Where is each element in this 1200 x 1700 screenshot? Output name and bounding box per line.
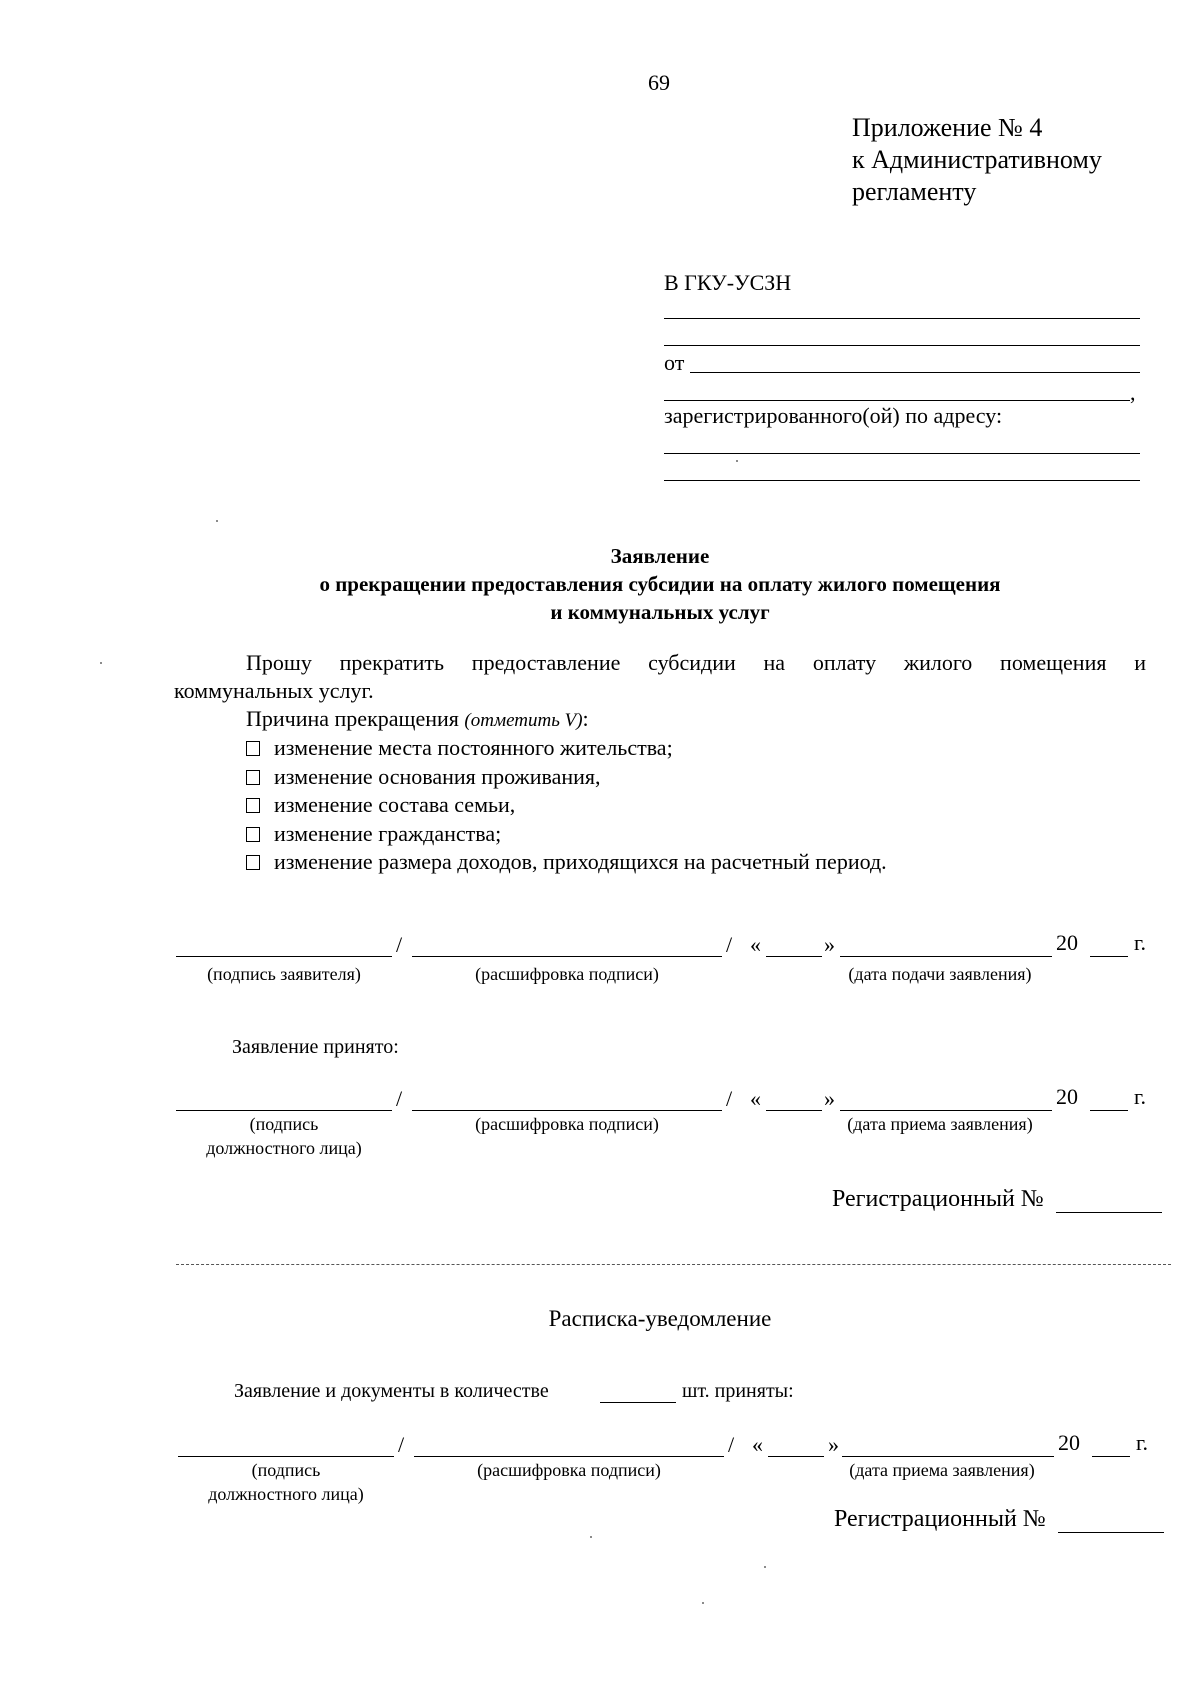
year-prefix: 20 [1056, 930, 1078, 955]
addressee-line-1[interactable] [664, 318, 1140, 319]
address-line-2[interactable] [664, 480, 1140, 481]
label-decode: (расшифровка подписи) [475, 964, 659, 984]
accepted-label: Заявление принято: [232, 1036, 399, 1058]
label-decode: (расшифровка подписи) [477, 1460, 661, 1480]
slash: / [398, 1432, 405, 1457]
slash: / [726, 932, 733, 957]
docs-suffix: шт. приняты: [682, 1380, 794, 1402]
checkbox[interactable] [246, 827, 260, 842]
reason-text: изменение состава семьи, [274, 792, 516, 817]
title-line-1: Заявление [610, 544, 710, 568]
reason-text: изменение места постоянного жительства; [274, 735, 673, 760]
address-line-1[interactable] [664, 453, 1140, 454]
reason-item[interactable] [246, 820, 887, 849]
day-line[interactable] [768, 1456, 824, 1457]
reason-label: Причина прекращения [246, 706, 459, 731]
label-submit-date: (дата подачи заявления) [848, 964, 1032, 984]
applicant-signature-line[interactable] [176, 956, 392, 957]
label-official-signature [178, 1458, 394, 1506]
label-decode: (расшифровка подписи) [475, 1114, 659, 1134]
scan-speck [764, 1566, 766, 1568]
checkbox[interactable] [246, 855, 260, 870]
year-prefix: 20 [1058, 1430, 1080, 1455]
appendix-line-2: к Административному [852, 145, 1102, 174]
addressee-comma: , [1130, 380, 1136, 405]
label-sign-line-2: должностного лица) [206, 1138, 362, 1158]
label-official-signature [176, 1112, 392, 1160]
label-applicant-signature: (подпись заявителя) [207, 964, 361, 984]
request-para-line-2: коммунальных услуг. [174, 678, 374, 703]
month-line[interactable] [842, 1456, 1054, 1457]
appendix-line-1: Приложение № 4 [852, 113, 1043, 142]
label-sign-line-1: (подпись [249, 1114, 319, 1134]
year-line[interactable] [1090, 1110, 1128, 1111]
reason-item[interactable] [246, 791, 887, 820]
year-line[interactable] [1092, 1456, 1130, 1457]
scan-speck [736, 460, 738, 462]
reason-text: изменение гражданства; [274, 820, 502, 846]
reason-item[interactable] [246, 763, 887, 792]
receipt-title: Расписка-уведомление [548, 1306, 772, 1331]
official-name-line[interactable] [412, 1110, 722, 1111]
reason-text: изменение основания проживания, [274, 763, 601, 789]
appendix-line-3: регламенту [852, 177, 977, 206]
docs-count-line[interactable] [600, 1402, 676, 1403]
scan-speck [590, 1536, 592, 1538]
official-signature-line[interactable] [178, 1456, 394, 1457]
reason-text: изменение размера доходов, приходящихся на расчетный период. [274, 849, 887, 874]
request-para-line-1: Прошу прекратить предоставление субсидии на оплату жилого помещения и [246, 650, 1146, 675]
appendix-header [852, 112, 1102, 208]
month-line[interactable] [840, 1110, 1052, 1111]
quote-close: » [824, 1086, 835, 1111]
from-prefix: от [664, 350, 685, 375]
year-line[interactable] [1090, 956, 1128, 957]
reason-hint: (отметить V) [464, 710, 583, 731]
label-sign-line-1: (подпись [251, 1460, 321, 1480]
checkbox[interactable] [246, 770, 260, 785]
quote-open: « [752, 1432, 763, 1457]
year-suffix: г. [1136, 1430, 1149, 1455]
reg-number-label: Регистрационный № [834, 1506, 1046, 1532]
page-number: 69 [648, 70, 670, 95]
reg-number-label: Регистрационный № [832, 1186, 1044, 1212]
reg-number-line[interactable] [1056, 1212, 1162, 1213]
title-line-2: о прекращении предоставления субсидии на оплату жилого помещения [319, 572, 1001, 596]
from-name-line[interactable] [690, 372, 1140, 373]
title-line-3: и коммунальных услуг [550, 600, 770, 624]
reason-item[interactable] [246, 734, 887, 763]
slash: / [728, 1432, 735, 1457]
quote-close: » [828, 1432, 839, 1457]
quote-open: « [750, 1086, 761, 1111]
scan-speck [702, 1602, 704, 1604]
registered-label: зарегистрированного(ой) по адресу: [664, 403, 1003, 428]
slash: / [396, 1086, 403, 1111]
label-sign-line-2: должностного лица) [208, 1484, 364, 1504]
checkbox[interactable] [246, 741, 260, 756]
month-line[interactable] [840, 956, 1052, 957]
addressee-line-2[interactable] [664, 345, 1140, 346]
year-suffix: г. [1134, 1084, 1147, 1109]
document-title [160, 542, 1160, 626]
year-prefix: 20 [1056, 1084, 1078, 1109]
day-line[interactable] [766, 1110, 822, 1111]
official-signature-line[interactable] [176, 1110, 392, 1111]
scan-speck [100, 662, 102, 664]
label-accept-date: (дата приема заявления) [849, 1460, 1035, 1480]
reason-list [246, 734, 887, 877]
reason-heading [246, 706, 589, 732]
official-name-line[interactable] [414, 1456, 724, 1457]
quote-close: » [824, 932, 835, 957]
docs-prefix: Заявление и документы в количестве [234, 1380, 549, 1402]
from-name-line-2[interactable] [664, 400, 1130, 401]
cut-line [176, 1264, 1171, 1265]
slash: / [396, 932, 403, 957]
scan-speck [216, 520, 218, 522]
day-line[interactable] [766, 956, 822, 957]
addressee-to: В ГКУ-УСЗН [664, 270, 792, 295]
reason-item[interactable] [246, 848, 887, 877]
applicant-name-line[interactable] [412, 956, 722, 957]
checkbox[interactable] [246, 798, 260, 813]
reg-number-line[interactable] [1058, 1532, 1164, 1533]
label-accept-date: (дата приема заявления) [847, 1114, 1033, 1134]
quote-open: « [750, 932, 761, 957]
reason-colon: : [582, 706, 589, 731]
year-suffix: г. [1134, 930, 1147, 955]
slash: / [726, 1086, 733, 1111]
